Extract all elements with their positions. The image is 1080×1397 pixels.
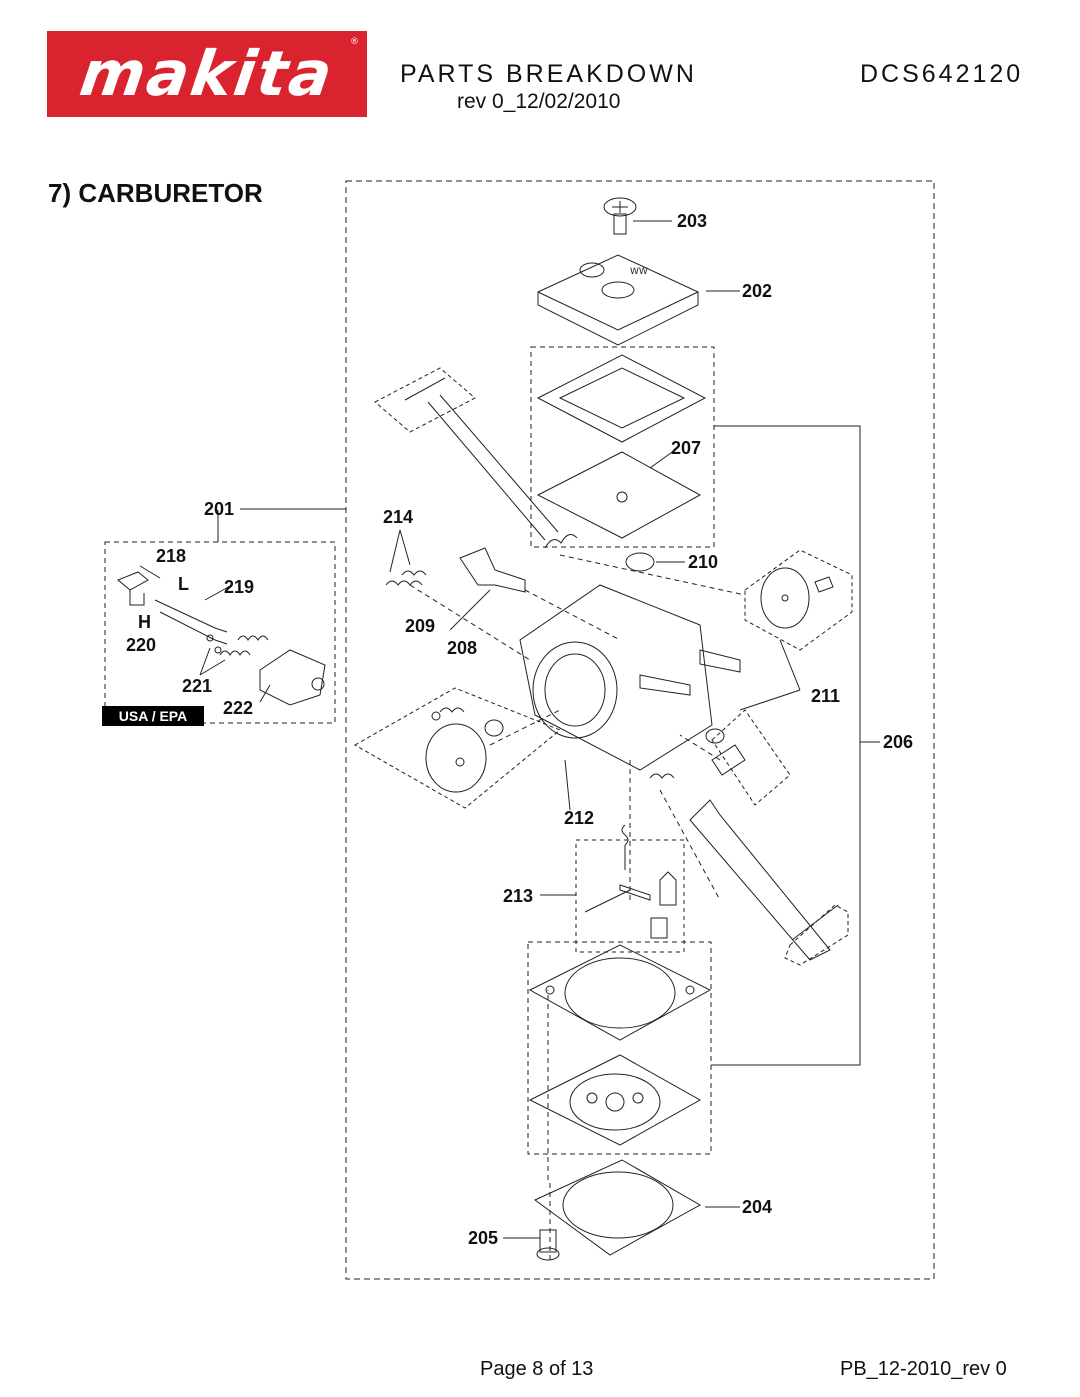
label-221: 221 [182,676,213,696]
page-number: Page 8 of 13 [480,1358,594,1380]
revision-date: rev 0_12/02/2010 [457,90,621,113]
label-203: 203 [677,211,708,231]
label-205: 205 [468,1228,499,1248]
registered-mark: ® [350,37,359,47]
label-209: 209 [405,616,436,636]
label-220: 220 [126,635,157,655]
document-reference: PB_12-2010_rev 0 [840,1358,1007,1380]
label-211: 211 [811,686,841,706]
label-202: 202 [742,281,773,301]
label-206: 206 [883,732,914,752]
label-222: 222 [223,698,254,718]
label-201: 201 [204,499,235,519]
label-207: 207 [671,438,702,458]
label-219: 219 [224,577,255,597]
logo-text: makita [75,37,339,110]
label-212: 212 [564,808,595,828]
page-title: PARTS BREAKDOWN [400,60,697,88]
diaphragm-kit-frame [528,942,711,1154]
label-218: 218 [156,546,187,566]
label-low-L: L [178,574,189,594]
label-213: 213 [503,886,534,906]
cover-emboss-mark: WW [630,267,648,277]
label-214: 214 [383,507,414,527]
usa-epa-badge: USA / EPA [102,706,204,726]
label-208: 208 [447,638,478,658]
model-number: DCS642120 [860,60,1024,88]
section-title: 7) CARBURETOR [48,178,263,208]
diagram-frame [346,181,934,1279]
label-high-H: H [138,612,151,632]
label-204: 204 [742,1197,773,1217]
label-210: 210 [688,552,719,572]
